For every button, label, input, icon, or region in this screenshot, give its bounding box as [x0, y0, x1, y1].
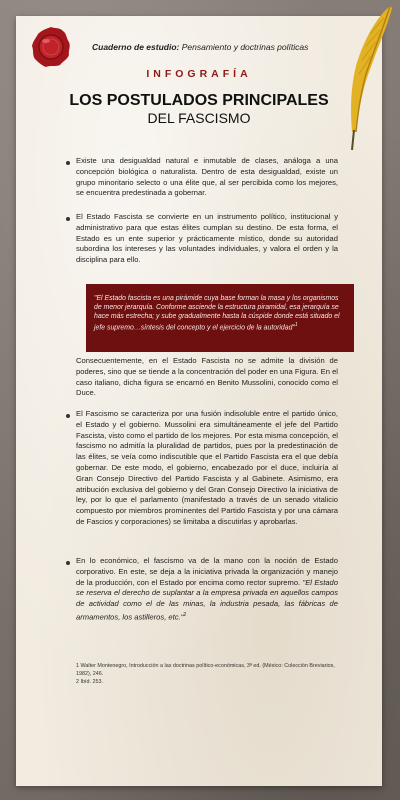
paragraph-power-concentration: Consecuentemente, en el Estado Fascista no se admite la división de poderes, sino que se tiende a la concentración del poder en una Figura. En el caso italiano, dicha figura se encarnó en Benito Mussolini, conocido como el Duce.	[76, 356, 338, 398]
paragraph-single-party: El Fascismo se caracteriza por una fusión indisoluble entre el partido único, el Estado y el gobierno. Mussolini era simultáneamente el jefe del Partido Fascista, visto como el partido de los mejores. Por esta misma concepción, el fascismo no admitía la pluralidad de partidos, pues por la predestinación de las élites, se veía como indiscutible que el Partido Fascista era el que debía gobernar. De este modo, el gobierno, encabezado por el duce, incluiría al Gran Consejo Directivo del Partido Fascista y al Gabinete. Asimismo, era atribución exclusiva del gobierno y del Gran Consejo Directivo la iniciativa de ley, por lo que el parlamento (manifestado a través de un senado vitalicio compuesto por miembros prominentes del Partido Fascista y por una cámara de Fascios y corporaciones) se limitaba a discutirlas y aprobarlas.	[76, 409, 338, 526]
footnote-1: 1 Walter Montenegro, Introducción a las doctrinas político-económicas, 3ª ed. (México: Colección Breviarios, 1982), 246.	[76, 663, 335, 677]
paragraph-economy	[76, 556, 338, 623]
paragraph-fascist-state: El Estado Fascista se convierte en un instrumento político, institucional y administrativo para que estas élites cumplan su destino. De esta forma, el Estado es un ente superior y prácticamente místico, donde su autoridad subordina los intereses y las voluntades individuales, y valora el orden y la disciplina para ello.	[76, 212, 338, 265]
footnotes	[76, 662, 338, 686]
wax-seal-icon	[30, 26, 72, 68]
paragraph-inequality: Existe una desigualdad natural e inmutable de clases, análoga a una concepción biológica o naturalista. Dentro de esta desigualdad, existe un grupo minoritario selecto o una élite que, al ser percibida como los mejores, se encuentra predestinada a gobernar.	[76, 156, 338, 198]
bullet-3	[66, 414, 70, 418]
section-kicker: INFOGRAFÍA	[146, 68, 252, 80]
notebook-header	[92, 42, 362, 52]
economy-text: En lo económico, el fascismo va de la mano con la noción de Estado corporativo. En este, se deja a la iniciativa privada la organización y manejo de la producción, con el Estado por encima como rector supremo.	[76, 556, 338, 587]
footnote-2: 2 Ibíd. 253.	[76, 679, 103, 685]
quote-box	[86, 284, 354, 352]
quote-footnote-ref: 1	[294, 322, 298, 328]
economy-footnote-ref: 2	[183, 611, 187, 618]
page-title: LOS POSTULADOS PRINCIPALES	[69, 92, 329, 109]
page-subtitle: DEL FASCISMO	[147, 110, 251, 126]
notebook-label: Cuaderno de estudio:	[92, 42, 180, 52]
notebook-subject: Pensamiento y doctrinas políticas	[179, 42, 309, 52]
bullet-2	[66, 217, 70, 221]
economy-quote: "El Estado se reserva el derecho de suplantar a la empresa privada en aquellos campos de actividad como el de las minas, la industria pesada, las fábricas de armamentos, los astilleros, etc."	[76, 577, 338, 622]
bullet-4	[66, 561, 70, 565]
quote-text: "El Estado fascista es una pirámide cuya base forman la masa y los organismos de menor jerarquía. Conforme asciende la estructura piramidal, esa jerarquía se hace más estrecha; y sube gradualmente hasta la cúspide donde está situado el jefe supremo…síntesis del concepto y el ejercicio de la autoridad"	[94, 295, 340, 332]
bullet-1	[66, 161, 70, 165]
